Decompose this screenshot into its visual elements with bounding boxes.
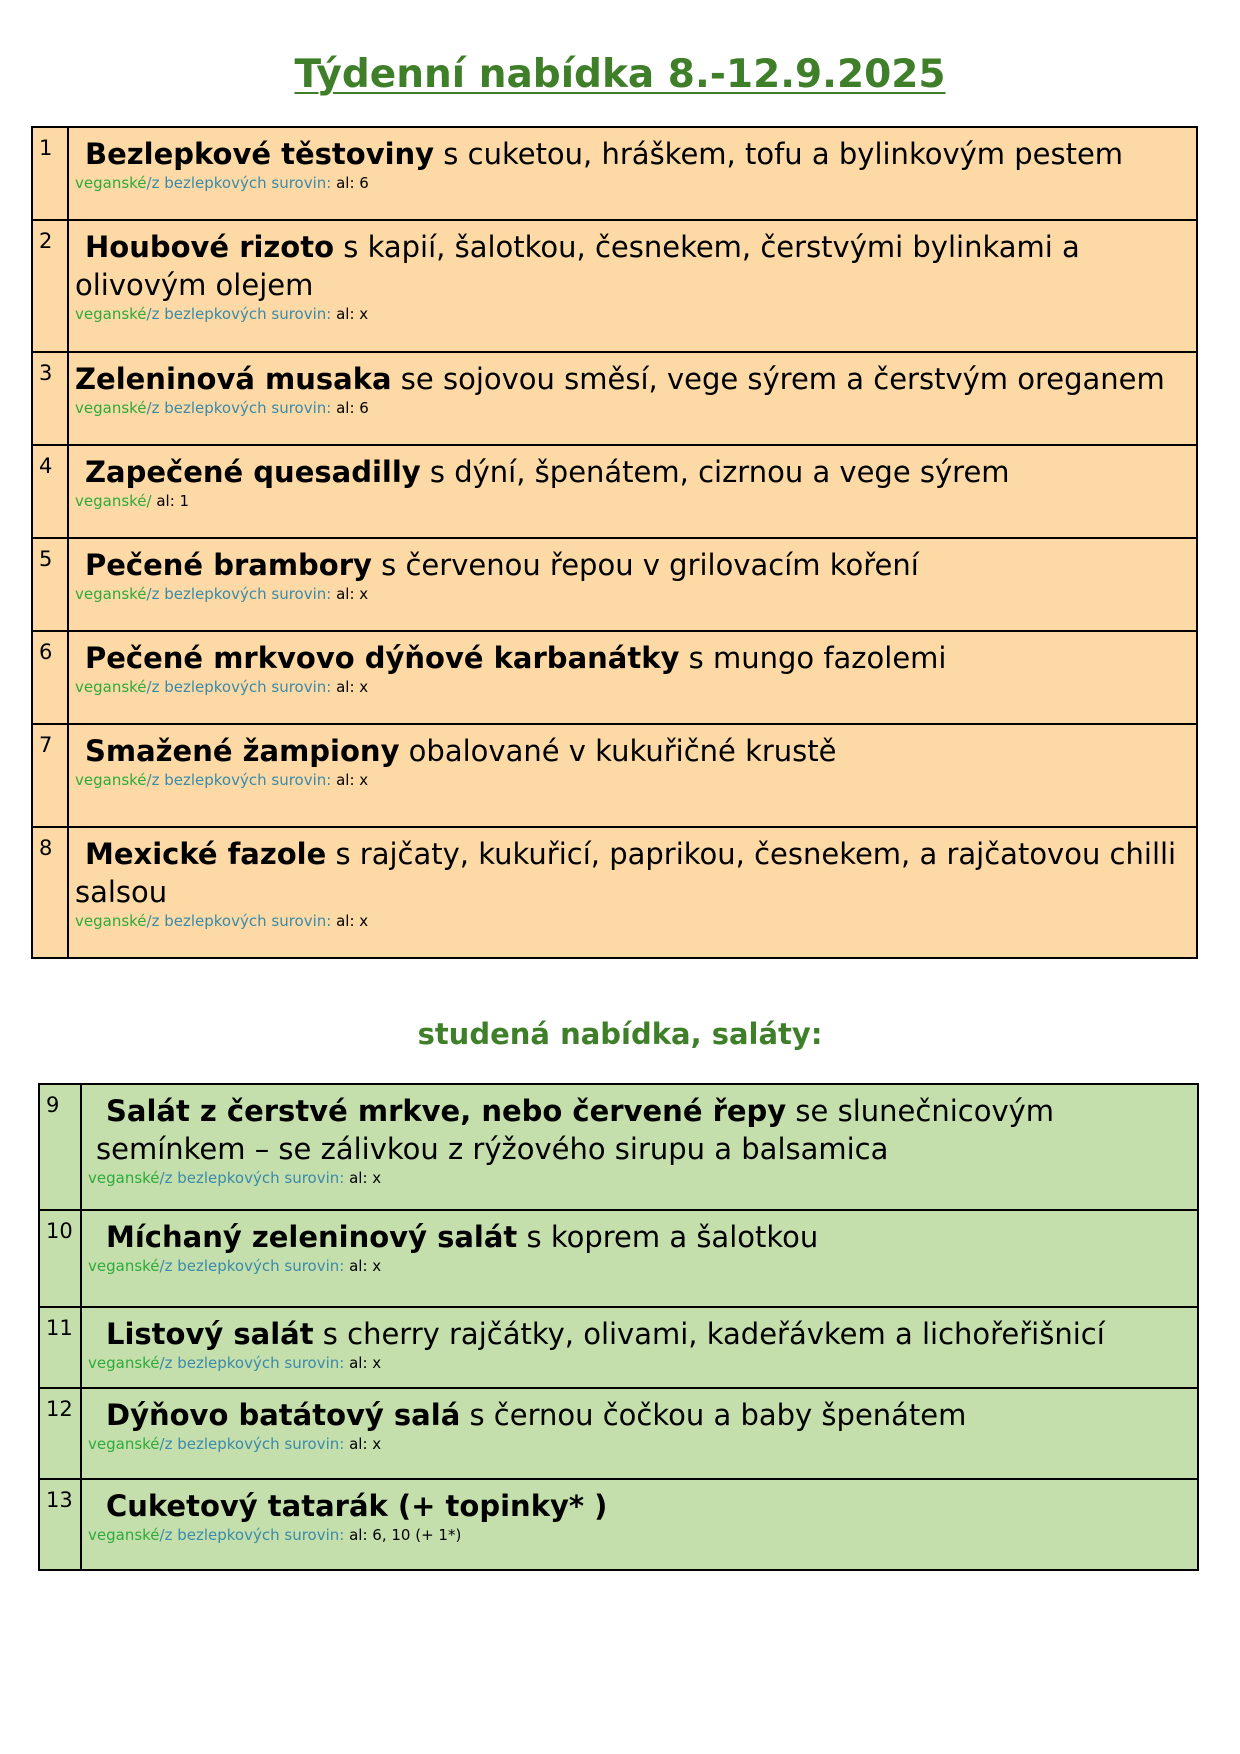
- dish-description: [88, 1085, 1189, 1168]
- dish-name: Pečené mrkvovo dýňové karbanátky: [85, 641, 680, 675]
- allergen-label: al: x: [344, 1257, 382, 1275]
- gluten-free-label: /z bezlepkových surovin:: [146, 399, 332, 417]
- vegan-label: veganské: [75, 771, 147, 789]
- item-number: 5: [32, 538, 68, 631]
- item-cell: [68, 827, 1197, 958]
- menu-row: [39, 1210, 1198, 1307]
- dietary-info: [75, 173, 1188, 193]
- dietary-info: [75, 770, 1188, 790]
- gluten-free-label: /z bezlepkových surovin:: [159, 1169, 345, 1187]
- dish-name: Listový salát: [106, 1317, 314, 1351]
- item-number: 7: [32, 724, 68, 827]
- gluten-free-label: /z bezlepkových surovin:: [146, 305, 332, 323]
- vegan-label: veganské: [75, 678, 147, 696]
- item-number: 9: [39, 1084, 81, 1210]
- dietary-info: [75, 491, 1188, 511]
- item-number: 3: [32, 352, 68, 445]
- dish-name: Smažené žampiony: [85, 734, 400, 768]
- dish-name: Dýňovo batátový salá: [106, 1398, 461, 1432]
- gluten-free-label: /z bezlepkových surovin:: [146, 585, 332, 603]
- dish-detail: s cuketou, hráškem, tofu a bylinkovým pestem: [434, 137, 1124, 171]
- item-number: 10: [39, 1210, 81, 1307]
- dish-description: [75, 221, 1188, 304]
- allergen-label: al: x: [331, 912, 369, 930]
- item-number: 13: [39, 1479, 81, 1570]
- item-cell: [81, 1388, 1198, 1479]
- dish-name: Salát z čerstvé mrkve, nebo červené řepy: [106, 1094, 787, 1128]
- allergen-label: al: x: [331, 771, 369, 789]
- menu-row: [39, 1307, 1198, 1388]
- dish-description: [75, 828, 1188, 911]
- gluten-free-label: /z bezlepkových surovin:: [146, 678, 332, 696]
- dish-description: [75, 632, 1188, 677]
- dish-description: [75, 539, 1188, 584]
- dish-detail: s mungo fazolemi: [679, 641, 947, 675]
- dish-name: Zapečené quesadilly: [85, 455, 421, 489]
- item-number: 6: [32, 631, 68, 724]
- menu-row: [32, 352, 1197, 445]
- item-number: 4: [32, 445, 68, 538]
- dish-name: Bezlepkové těstoviny: [85, 137, 435, 171]
- dietary-info: [88, 1353, 1189, 1373]
- dish-detail: s rajčaty, kukuřicí, paprikou, česnekem, a rajčatovou chilli salsou: [75, 837, 1177, 909]
- dish-description: [88, 1211, 1189, 1256]
- item-number: 12: [39, 1388, 81, 1479]
- item-cell: [68, 631, 1197, 724]
- menu-row: [39, 1084, 1198, 1210]
- dish-detail: se sojovou směsí, vege sýrem a čerstvým oreganem: [391, 362, 1165, 396]
- item-cell: [68, 127, 1197, 220]
- dish-description: [88, 1389, 1189, 1434]
- dish-detail: s červenou řepou v grilovacím koření: [371, 548, 919, 582]
- dietary-info: [75, 304, 1188, 324]
- allergen-label: al: x: [331, 585, 369, 603]
- menu-row: [39, 1479, 1198, 1570]
- dish-name: Pečené brambory: [85, 548, 372, 582]
- cold-menu-heading: studená nabídka, saláty:: [417, 1017, 823, 1051]
- dish-description: [75, 128, 1188, 173]
- allergen-label: al: 6: [331, 399, 369, 417]
- menu-row: [32, 445, 1197, 538]
- item-number: 1: [32, 127, 68, 220]
- page-title: Týdenní nabídka 8.-12.9.2025: [294, 52, 946, 97]
- dietary-info: [75, 584, 1188, 604]
- vegan-label: veganské: [75, 912, 147, 930]
- vegan-label: veganské: [88, 1526, 160, 1544]
- allergen-label: al: 6, 10 (+ 1*): [344, 1526, 462, 1544]
- dish-description: [88, 1480, 1189, 1525]
- warm-menu-table: [31, 126, 1198, 959]
- dish-name: Houbové rizoto: [85, 230, 335, 264]
- menu-row: [32, 538, 1197, 631]
- item-cell: [68, 724, 1197, 827]
- item-cell: [81, 1479, 1198, 1570]
- dish-name: Míchaný zeleninový salát: [106, 1220, 518, 1254]
- allergen-label: al: x: [344, 1435, 382, 1453]
- item-number: 8: [32, 827, 68, 958]
- gluten-free-label: /z bezlepkových surovin:: [159, 1257, 345, 1275]
- vegan-label: veganské: [75, 174, 147, 192]
- cold-menu-table: [38, 1083, 1199, 1571]
- vegan-label: veganské: [88, 1169, 160, 1187]
- gluten-free-label: /z bezlepkových surovin:: [146, 912, 332, 930]
- dish-description: [88, 1308, 1189, 1353]
- allergen-label: al: x: [344, 1169, 382, 1187]
- menu-row: [32, 127, 1197, 220]
- dish-name: Zeleninová musaka: [75, 362, 392, 396]
- dietary-info: [75, 398, 1188, 418]
- menu-row: [32, 220, 1197, 352]
- vegan-label: veganské: [88, 1435, 160, 1453]
- dietary-info: [88, 1256, 1189, 1276]
- dietary-info: [75, 677, 1188, 697]
- dietary-info: [88, 1434, 1189, 1454]
- item-cell: [81, 1084, 1198, 1210]
- allergen-label: al: 1: [151, 492, 190, 510]
- item-cell: [68, 352, 1197, 445]
- item-cell: [81, 1210, 1198, 1307]
- dish-detail: s kapií, šalotkou, česnekem, čerstvými bylinkami a olivovým olejem: [75, 230, 1080, 302]
- dish-detail: s černou čočkou a baby špenátem: [460, 1398, 967, 1432]
- vegan-label: veganské: [75, 399, 147, 417]
- dish-description: [75, 446, 1188, 491]
- dish-detail: obalované v kukuřičné krustě: [399, 734, 837, 768]
- menu-row: [39, 1388, 1198, 1479]
- dietary-info: [88, 1168, 1189, 1188]
- menu-row: [32, 724, 1197, 827]
- dietary-info: [75, 911, 1188, 931]
- dish-name: Mexické fazole: [85, 837, 327, 871]
- menu-row: [32, 827, 1197, 958]
- item-cell: [68, 445, 1197, 538]
- gluten-free-label: /z bezlepkových surovin:: [159, 1526, 345, 1544]
- gluten-free-label: /z bezlepkových surovin:: [146, 174, 332, 192]
- item-number: 11: [39, 1307, 81, 1388]
- vegan-label: veganské: [75, 305, 147, 323]
- item-cell: [81, 1307, 1198, 1388]
- gluten-free-label: /z bezlepkových surovin:: [159, 1435, 345, 1453]
- vegan-label: veganské: [75, 585, 147, 603]
- allergen-label: al: x: [331, 678, 369, 696]
- dish-detail: s dýní, špenátem, cizrnou a vege sýrem: [420, 455, 1010, 489]
- item-cell: [68, 220, 1197, 352]
- menu-row: [32, 631, 1197, 724]
- vegan-label: veganské/: [75, 492, 152, 510]
- dish-detail: s cherry rajčátky, olivami, kadeřávkem a lichořeřišnicí: [313, 1317, 1105, 1351]
- dish-name: Cuketový tatarák (+ topinky* ): [106, 1489, 608, 1523]
- vegan-label: veganské: [88, 1257, 160, 1275]
- allergen-label: al: 6: [331, 174, 369, 192]
- dish-description: [75, 353, 1188, 398]
- gluten-free-label: /z bezlepkových surovin:: [159, 1354, 345, 1372]
- dietary-info: [88, 1525, 1189, 1545]
- dish-detail: se slunečnicovým semínkem – se zálivkou z rýžového sirupu a balsamica: [96, 1094, 1055, 1166]
- vegan-label: veganské: [88, 1354, 160, 1372]
- item-number: 2: [32, 220, 68, 352]
- dish-description: [75, 725, 1188, 770]
- item-cell: [68, 538, 1197, 631]
- allergen-label: al: x: [344, 1354, 382, 1372]
- allergen-label: al: x: [331, 305, 369, 323]
- gluten-free-label: /z bezlepkových surovin:: [146, 771, 332, 789]
- dish-detail: s koprem a šalotkou: [517, 1220, 819, 1254]
